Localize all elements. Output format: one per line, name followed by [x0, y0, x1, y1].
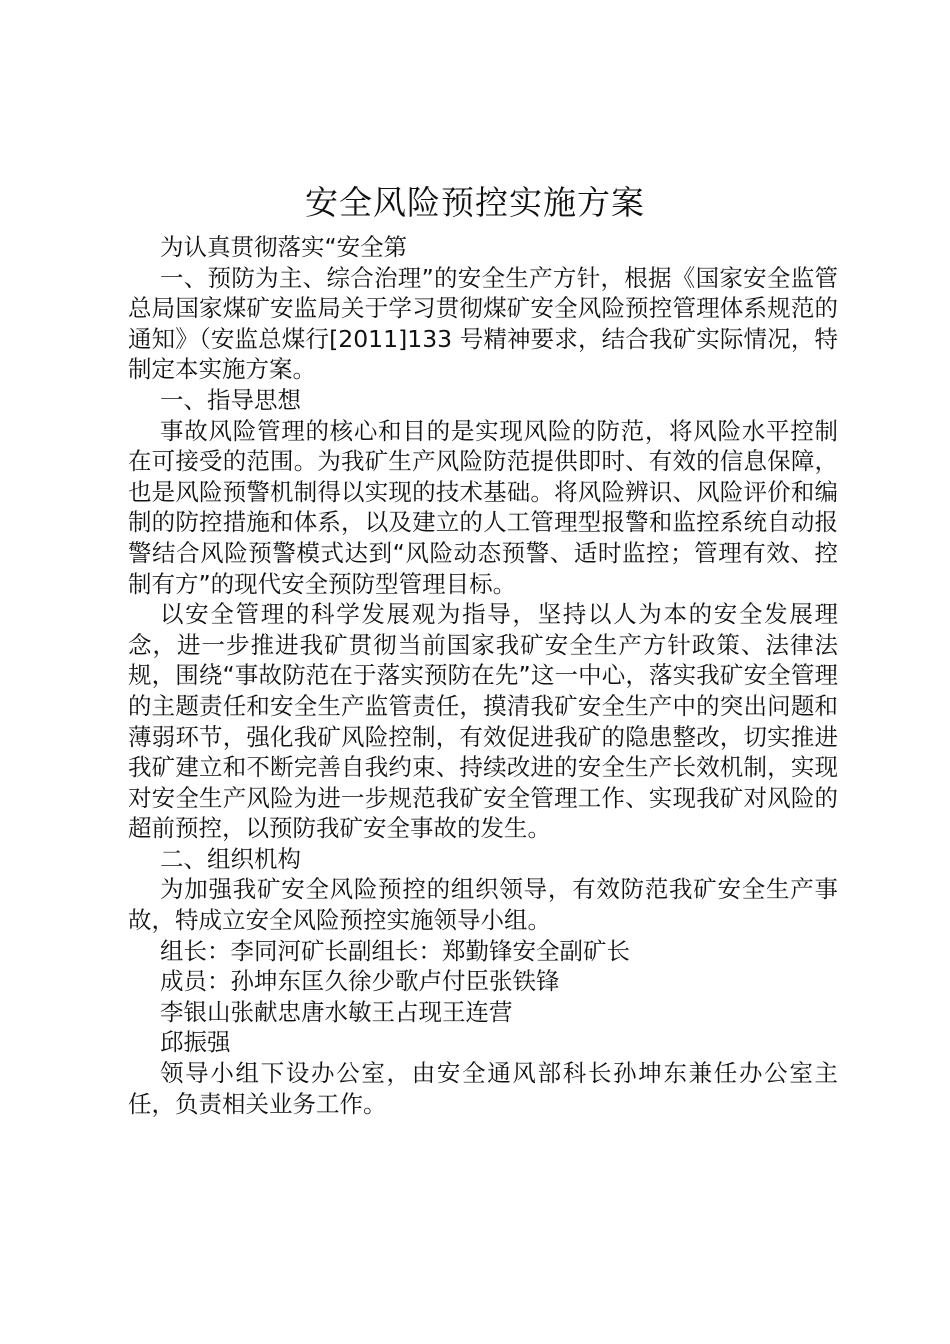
paragraph-risk-management: 事故风险管理的核心和目的是实现风险的防范，将风险水平控制在可接受的范围。为我矿生产风险防范提供即时、有效的信息保障，也是风险预警机制得以实现的技术基础。将风险辨识、风险评价和编制的防控措施和体系，以及建立的人工管理型报警和监控系统自动报警结合风险预警模式达到“风险动态预警、适时监控；管理有效、控制有方”的现代安全预防型管理目标。 — [128, 416, 838, 598]
paragraph-policy: 一、预防为主、综合治理”的安全生产方针，根据《国家安全监管总局国家煤矿安监局关于学习贯彻煤矿安全风险预控管理体系规范的通知》（安监总煤行[2011]133 号精神要求，结合我矿实际情况，特制定本实施方案。 — [128, 263, 838, 384]
document-body — [128, 232, 838, 1119]
leader-line: 组长：李同河矿长副组长：郑勤锋安全副矿长 — [160, 936, 630, 965]
paragraph-office: 领导小组下设办公室，由安全通风部科长孙坤东兼任办公室主任，负责相关业务工作。 — [128, 1059, 838, 1118]
section-heading-guiding-thought: 一、指导思想 — [160, 385, 301, 414]
members-line-1: 成员：孙坤东匡久徐少歌卢付臣张铁锋 — [160, 967, 560, 996]
members-line-3: 邱振强 — [160, 1028, 231, 1057]
document-title: 安全风险预控实施方案 — [305, 183, 645, 222]
paragraph-development-concept: 以安全管理的科学发展观为指导，坚持以人为本的安全发展理念，进一步推进我矿贯彻当前国家我矿安全生产方针政策、法律法规，围绕“事故防范在于落实预防在先”这一中心，落实我矿安全管理的主题责任和安全生产监管责任，摸清我矿安全生产中的突出问题和薄弱环节，强化我矿风险控制，有效促进我矿的隐患整改，切实推进我矿建立和不断完善自我约束、持续改进的安全生产长效机制，实现对安全生产风险为进一步规范我矿安全管理工作、实现我矿对风险的超前预控，以预防我矿安全事故的发生。 — [128, 600, 838, 843]
paragraph-leadership-group: 为加强我矿安全风险预控的组织领导，有效防范我矿安全生产事故，特成立安全风险预控实施领导小组。 — [128, 875, 838, 935]
section-heading-organization: 二、组织机构 — [160, 844, 301, 873]
members-line-2: 李银山张献忠唐水敏王占现王连营 — [160, 997, 513, 1026]
intro-line: 为认真贯彻落实“安全第 — [160, 233, 408, 261]
